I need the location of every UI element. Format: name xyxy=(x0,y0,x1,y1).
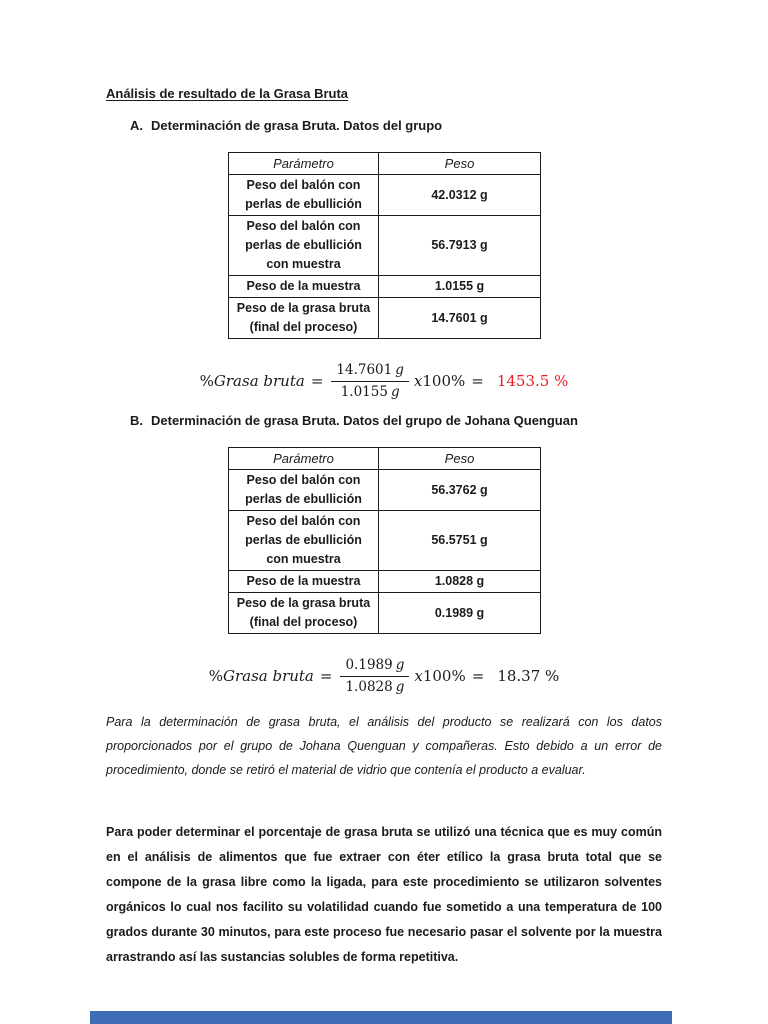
fraction xyxy=(331,362,408,401)
param-cell: Peso del balón con perlas de ebullición xyxy=(229,175,379,216)
param-cell: Peso del balón con perlas de ebullición xyxy=(229,470,379,511)
fraction-denominator: 1.0828 g xyxy=(345,678,405,695)
param-cell: Peso del balón con perlas de ebullición con muestra xyxy=(229,216,379,276)
formula-grasa-bruta-a xyxy=(106,357,662,405)
formula-result-a: 1453.5 % xyxy=(496,372,569,390)
section-b-heading xyxy=(130,413,662,428)
value-cell: 1.0828 g xyxy=(379,571,541,593)
formula-lhs: %Grasa bruta xyxy=(208,667,314,685)
param-cell: Peso del balón con perlas de ebullición con muestra xyxy=(229,511,379,571)
table-datos-johana-quenguan xyxy=(228,447,541,634)
fraction-numerator: 0.1989 g xyxy=(340,657,409,677)
value-cell: 14.7601 g xyxy=(379,298,541,339)
param-cell: Peso de la muestra xyxy=(229,276,379,298)
column-header-peso: Peso xyxy=(379,448,541,470)
table-row xyxy=(229,216,541,276)
equals-sign: = xyxy=(319,667,333,685)
times-factor: x100% xyxy=(413,372,466,390)
fraction-numerator: 14.7601 g xyxy=(331,362,408,382)
param-cell: Peso de la grasa bruta (final del proceso) xyxy=(229,298,379,339)
value-cell: 56.7913 g xyxy=(379,216,541,276)
fraction-denominator: 1.0155 g xyxy=(340,383,400,400)
value-cell: 42.0312 g xyxy=(379,175,541,216)
table-row xyxy=(229,511,541,571)
equals-sign: = xyxy=(310,372,324,390)
table-row xyxy=(229,298,541,339)
formula-grasa-bruta-b xyxy=(106,652,662,700)
table-header-row xyxy=(229,153,541,175)
section-b-heading-text: Determinación de grasa Bruta. Datos del grupo de Johana Quenguan xyxy=(151,413,578,428)
table-datos-grupo xyxy=(228,152,541,339)
table-row xyxy=(229,571,541,593)
param-cell: Peso de la muestra xyxy=(229,571,379,593)
section-a-heading xyxy=(130,118,662,133)
body-paragraph: Para poder determinar el porcentaje de grasa bruta se utilizó una técnica que es muy común en el análisis de alimentos que fue extraer con éter etílico la grasa bruta total que se compone de la grasa libre como la ligada, para este procedimiento se utilizaron solventes orgánicos lo cual nos facilito su volatilidad cuando fue sometido a una temperatura de 100 grados durante 30 minutos, para este proceso fue necesario pasar el solvente por la muestra arrastrando así las sustancias solubles de forma repetitiva. xyxy=(106,825,662,964)
fraction xyxy=(340,657,409,696)
column-header-peso: Peso xyxy=(379,153,541,175)
value-cell: 0.1989 g xyxy=(379,593,541,634)
value-cell: 1.0155 g xyxy=(379,276,541,298)
table-row xyxy=(229,470,541,511)
formula-lhs: %Grasa bruta xyxy=(199,372,305,390)
page-title: Análisis de resultado de la Grasa Bruta xyxy=(106,86,349,101)
section-a-heading-text: Determinación de grasa Bruta. Datos del grupo xyxy=(151,118,443,133)
note-paragraph: Para la determinación de grasa bruta, el análisis del producto se realizará con los datos proporcionados por el grupo de Johana Quenguan y compañeras. Esto debido a un error de procedimiento, donde se retiró el material de vidrio que contenía el producto a evaluar. xyxy=(106,715,662,777)
formula-result-b: 18.37 % xyxy=(497,667,560,685)
times-factor: x100% xyxy=(414,667,466,685)
equals-sign: = xyxy=(471,667,485,685)
table-row xyxy=(229,593,541,634)
next-page-top-bar xyxy=(90,1011,672,1024)
equals-sign: = xyxy=(471,372,484,390)
param-cell: Peso de la grasa bruta (final del proceso) xyxy=(229,593,379,634)
section-a-label: A. xyxy=(130,118,143,133)
value-cell: 56.5751 g xyxy=(379,511,541,571)
column-header-parametro: Parámetro xyxy=(229,153,379,175)
value-cell: 56.3762 g xyxy=(379,470,541,511)
column-header-parametro: Parámetro xyxy=(229,448,379,470)
table-row xyxy=(229,276,541,298)
table-header-row xyxy=(229,448,541,470)
section-b-label: B. xyxy=(130,413,143,428)
table-row xyxy=(229,175,541,216)
